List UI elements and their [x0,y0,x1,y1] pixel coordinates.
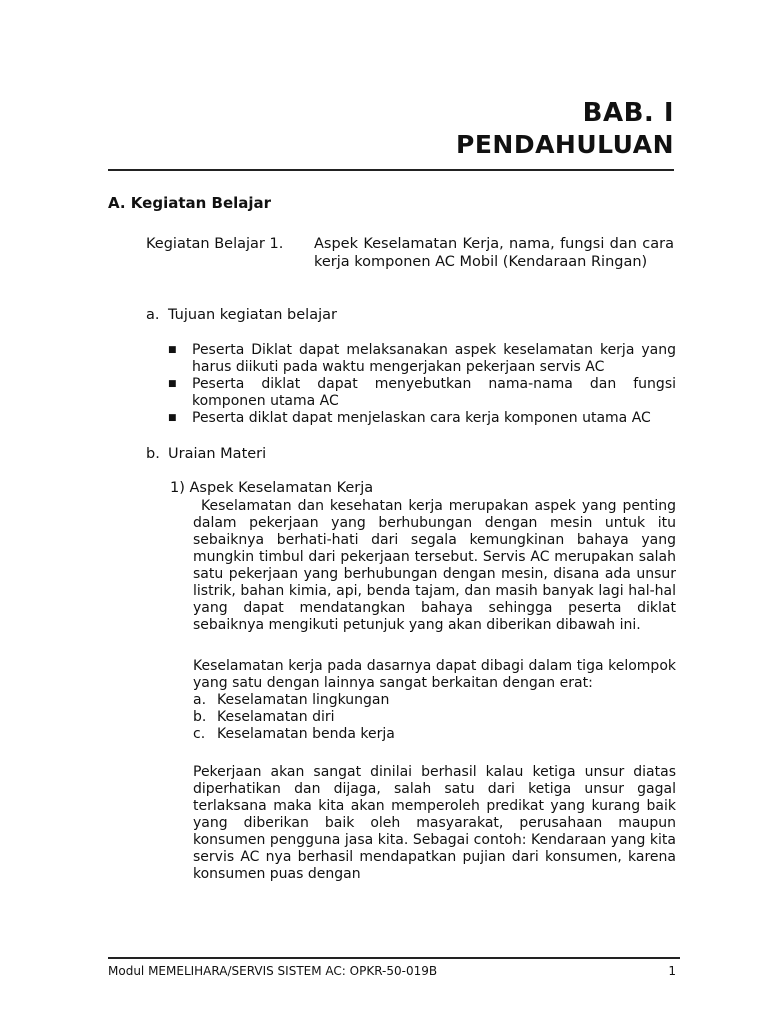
uraian-heading-text: Uraian Materi [168,446,267,462]
kegiatan-title: Aspek Keselamatan Kerja, nama, fungsi dan cara kerja komponen AC Mobil (Kendaraan Ringan) [314,236,674,270]
list-item-text: Peserta diklat dapat menyebutkan nama-nama dan fungsi komponen utama AC [192,376,676,409]
paragraph-pekerjaan: Pekerjaan akan sangat dinilai berhasil kalau ketiga unsur diatas diperhatikan dan dijaga, salah satu dari ketiga unsur gagal terlaksana maka kita akan memperoleh predikat yang kurang baik yang diberikan baik oleh masyarakat, perusahaan maupun konsumen pengguna jasa kita. Sebagai contoh: Kendaraan yang kita servis AC nya berhasil mendapatkan pujian dari konsumen, karena konsumen puas dengan [193,764,676,882]
list-item [146,342,676,376]
list-item [193,726,395,743]
page-number: 1 [668,964,676,978]
paragraph-keselamatan: Keselamatan dan kesehatan kerja merupakan aspek yang penting dalam pekerjaan yang berhubungan dengan mesin untuk itu sebaiknya berhati-hati dari segala kemungkinan bahaya yang mungkin timbul dari pekerjaan tersebut. Servis AC merupakan salah satu pekerjaan yang berhubungan dengan mesin, disana ada unsur listrik, bahan kimia, api, benda tajam, dan masih banyak lagi hal-hal yang dapat mendatangkan bahaya sehingga peserta diklat sebaiknya mengikuti petunjuk yang akan diberikan dibawah ini. [193,498,676,633]
list-item [146,376,676,410]
paragraph-kelompok: Keselamatan kerja pada dasarnya dapat dibagi dalam tiga kelompok yang satu dengan lainnya sangat berkaitan dengan erat: [193,658,676,691]
list-letter: c. [193,726,206,742]
list-item-text: Peserta Diklat dapat melaksanakan aspek keselamatan kerja yang harus diikuti pada waktu mengerjakan pekerjaan servis AC [192,342,676,375]
kegiatan-label: Kegiatan Belajar 1. [146,236,284,252]
list-item-text: Keselamatan diri [217,709,335,725]
list-item [146,410,676,427]
footer-module: Modul MEMELIHARA/SERVIS SISTEM AC: OPKR-50-019B [108,964,438,978]
uraian-heading [146,446,266,462]
chapter-number: BAB. I [582,98,674,128]
section-heading: A. Kegiatan Belajar [108,194,272,212]
list-item-text: Keselamatan lingkungan [217,692,390,708]
list-letter: a. [193,692,207,708]
bullet-icon: ■ [168,379,177,389]
list-letter: b. [193,709,207,725]
list-item-text: Keselamatan benda kerja [217,726,395,742]
tujuan-heading-text: Tujuan kegiatan belajar [168,307,337,323]
tujuan-heading [146,307,337,323]
header-rule [108,169,674,171]
uraian-letter: b. [146,446,160,462]
tujuan-letter: a. [146,307,160,323]
bullet-icon: ■ [168,345,177,355]
list-item [193,692,395,709]
bullet-icon: ■ [168,413,177,423]
list-item [193,709,395,726]
list-item-text: Peserta diklat dapat menjelaskan cara kerja komponen utama AC [192,410,651,426]
kelompok-list [193,692,395,743]
chapter-title: PENDAHULUAN [456,130,674,159]
footer-rule [108,957,680,959]
tujuan-list [146,342,676,427]
aspek-heading: 1) Aspek Keselamatan Kerja [170,480,374,496]
